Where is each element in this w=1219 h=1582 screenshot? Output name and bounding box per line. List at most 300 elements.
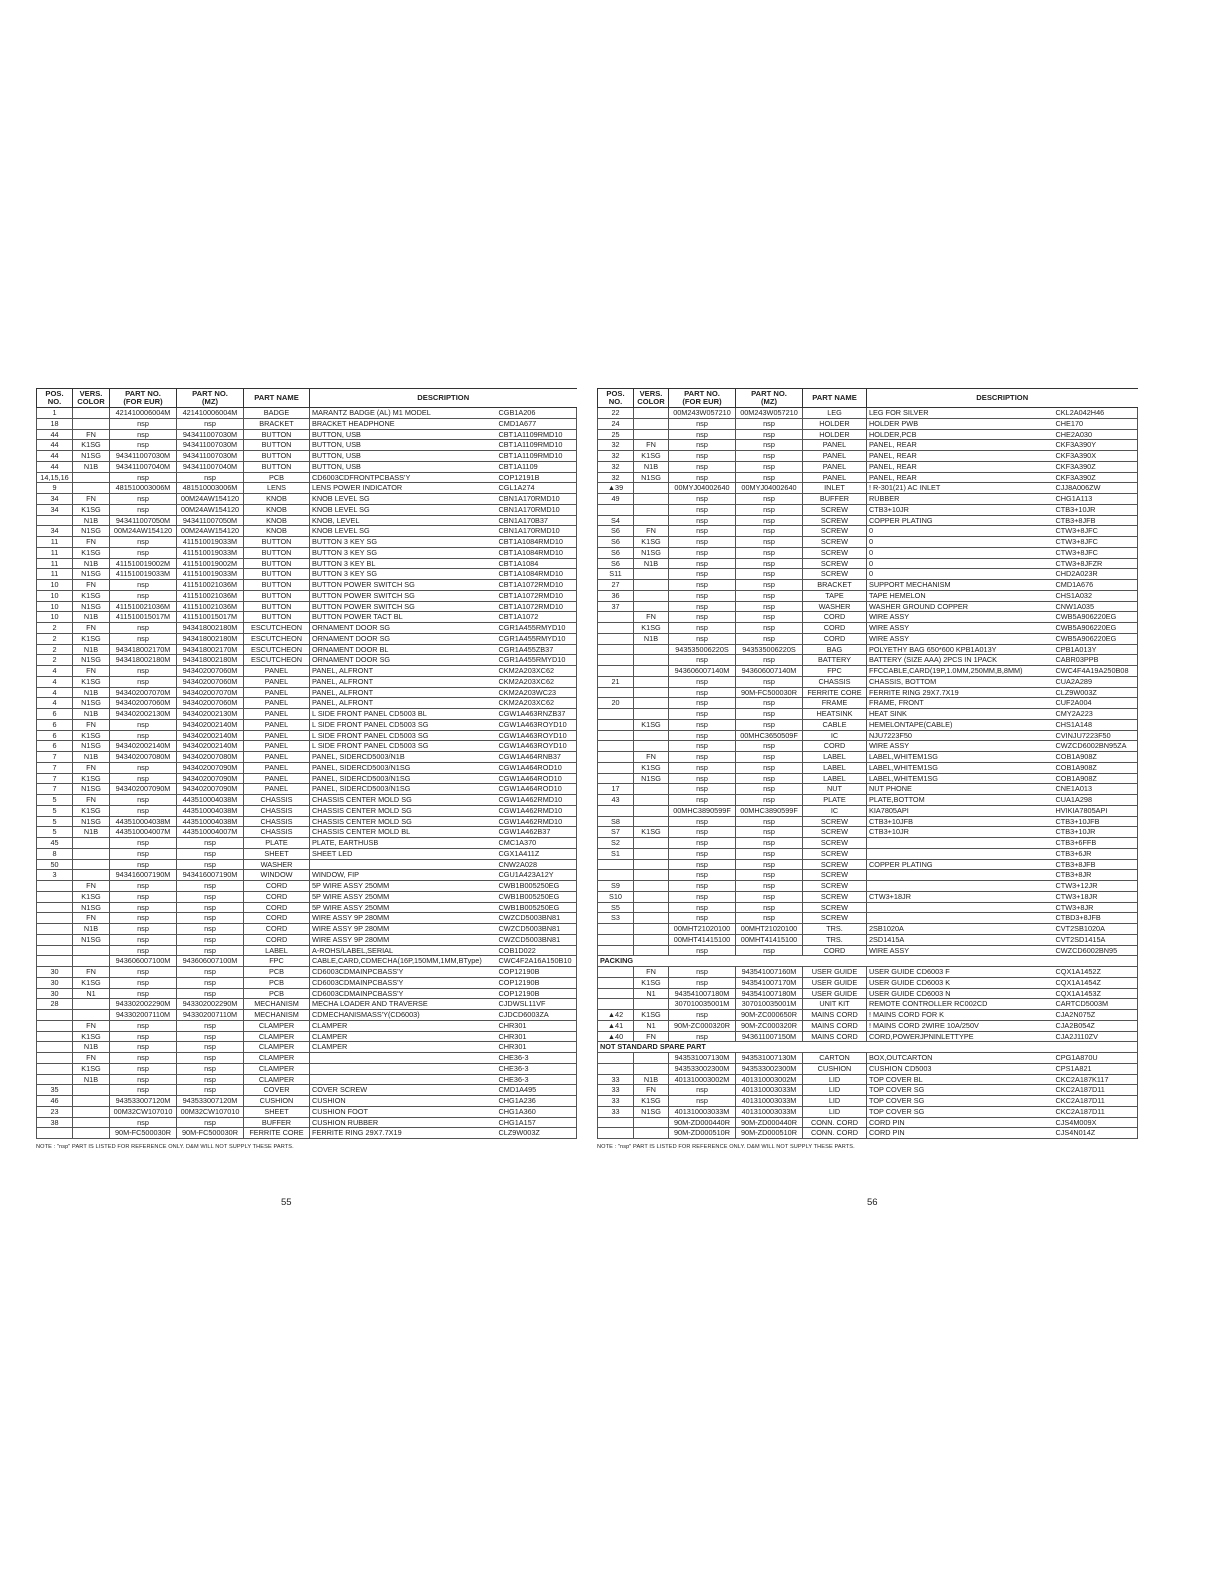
cell-part-no-eur: 90M-ZC000320R bbox=[669, 1020, 736, 1031]
header-part-no-mz: PART NO. (MZ) bbox=[736, 389, 803, 408]
cell-part-code: CJS4N014Z bbox=[1054, 1128, 1138, 1139]
cell-part-code: CUA2A289 bbox=[1054, 676, 1138, 687]
cell-part-code: CTB3+6JR bbox=[1054, 848, 1138, 859]
table-row bbox=[598, 1010, 1138, 1021]
cell-part-no-eur: nsp bbox=[669, 698, 736, 709]
cell-description: LABEL,WHITEM1SG bbox=[867, 752, 1054, 763]
table-row bbox=[598, 805, 1138, 816]
cell-pos-no bbox=[598, 967, 634, 978]
cell-part-code: CNW2A028 bbox=[497, 859, 577, 870]
table-row bbox=[598, 752, 1138, 763]
cell-part-code: CTBD3+8JFB bbox=[1054, 913, 1138, 924]
cell-part-code: CWZCD5003BN81 bbox=[497, 924, 577, 935]
cell-part-code: COP12190B bbox=[497, 988, 577, 999]
cell-part-code: CBT1A1072RMD10 bbox=[497, 590, 577, 601]
cell-part-name: LABEL bbox=[244, 945, 310, 956]
table-row bbox=[37, 752, 577, 763]
cell-part-no-mz: nsp bbox=[177, 1117, 244, 1128]
cell-description: HOLDER PWB bbox=[867, 418, 1054, 429]
cell-vers-color: N1B bbox=[73, 515, 110, 526]
cell-part-name: SCREW bbox=[803, 569, 867, 580]
table-row bbox=[598, 494, 1138, 505]
cell-description: CTB3+10JR bbox=[867, 827, 1054, 838]
table-row bbox=[598, 526, 1138, 537]
cell-pos-no bbox=[37, 1063, 73, 1074]
cell-vers-color bbox=[634, 698, 669, 709]
table-row bbox=[37, 1117, 577, 1128]
cell-part-no-mz: 943411007030M bbox=[177, 429, 244, 440]
cell-part-code: CJA2N075Z bbox=[1054, 1010, 1138, 1021]
cell-vers-color: K1SG bbox=[73, 891, 110, 902]
cell-part-code: CHG1A360 bbox=[497, 1106, 577, 1117]
section-heading: PACKING bbox=[598, 956, 1138, 967]
cell-part-no-eur: nsp bbox=[669, 902, 736, 913]
table-row bbox=[598, 827, 1138, 838]
cell-description bbox=[310, 1063, 497, 1074]
cell-vers-color bbox=[73, 859, 110, 870]
table-row bbox=[37, 526, 577, 537]
cell-pos-no bbox=[37, 1031, 73, 1042]
cell-vers-color bbox=[73, 838, 110, 849]
cell-part-code: CKL2A042H46 bbox=[1054, 408, 1138, 419]
cell-pos-no: 3 bbox=[37, 870, 73, 881]
table-row bbox=[37, 1128, 577, 1139]
table-row bbox=[598, 547, 1138, 558]
cell-part-name: LABEL bbox=[803, 752, 867, 763]
cell-part-no-mz: 943402007060M bbox=[177, 676, 244, 687]
cell-vers-color: FN bbox=[634, 526, 669, 537]
cell-part-no-eur: nsp bbox=[669, 870, 736, 881]
cell-part-code: CTB3+10JR bbox=[1054, 504, 1138, 515]
cell-description: PANEL, ALFRONT bbox=[310, 666, 497, 677]
cell-vers-color bbox=[634, 1128, 669, 1139]
cell-pos-no: 32 bbox=[598, 451, 634, 462]
cell-part-no-mz: 943533007120M bbox=[177, 1096, 244, 1107]
cell-part-name: SCREW bbox=[803, 891, 867, 902]
cell-part-no-eur: 00MYJ04002640 bbox=[669, 483, 736, 494]
table-row bbox=[598, 666, 1138, 677]
cell-pos-no: 28 bbox=[37, 999, 73, 1010]
cell-description: CLAMPER bbox=[310, 1042, 497, 1053]
cell-description: RUBBER bbox=[867, 494, 1054, 505]
cell-part-no-mz: 411510015017M bbox=[177, 612, 244, 623]
cell-part-no-eur: nsp bbox=[110, 580, 177, 591]
cell-part-name: BRACKET bbox=[244, 418, 310, 429]
cell-part-name: USER GUIDE bbox=[803, 967, 867, 978]
cell-part-no-mz: 943418002180M bbox=[177, 623, 244, 634]
cell-part-name: CORD bbox=[803, 945, 867, 956]
cell-description bbox=[867, 902, 1054, 913]
cell-part-no-mz: nsp bbox=[736, 709, 803, 720]
table-row bbox=[37, 1020, 577, 1031]
cell-pos-no: 2 bbox=[37, 633, 73, 644]
cell-vers-color bbox=[634, 418, 669, 429]
cell-part-no-eur: nsp bbox=[110, 848, 177, 859]
cell-part-no-mz: 943411007030M bbox=[177, 451, 244, 462]
table-row bbox=[598, 709, 1138, 720]
cell-part-name: CONN. CORD bbox=[803, 1117, 867, 1128]
cell-description: USER GUIDE CD6003 F bbox=[867, 967, 1054, 978]
cell-pos-no: 4 bbox=[37, 666, 73, 677]
cell-part-code: CTW3+8JR bbox=[1054, 902, 1138, 913]
table-row bbox=[37, 827, 577, 838]
cell-part-no-eur: 00M32CW107010 bbox=[110, 1106, 177, 1117]
cell-part-no-mz: nsp bbox=[177, 967, 244, 978]
cell-pos-no bbox=[598, 504, 634, 515]
cell-part-no-eur: nsp bbox=[110, 429, 177, 440]
cell-part-name: PLATE bbox=[244, 838, 310, 849]
cell-part-name: CORD bbox=[803, 741, 867, 752]
cell-description: BUTTON 3 KEY SG bbox=[310, 547, 497, 558]
cell-vers-color: N1B bbox=[73, 827, 110, 838]
cell-pos-no: 22 bbox=[598, 408, 634, 419]
cell-part-no-eur: nsp bbox=[110, 1053, 177, 1064]
cell-pos-no bbox=[37, 902, 73, 913]
table-row bbox=[37, 1053, 577, 1064]
cell-vers-color bbox=[634, 741, 669, 752]
cell-part-no-eur: 943402007070M bbox=[110, 687, 177, 698]
table-row bbox=[598, 440, 1138, 451]
cell-part-no-mz: 943606007140M bbox=[736, 666, 803, 677]
cell-pos-no bbox=[598, 612, 634, 623]
cell-part-no-mz: 943402007060M bbox=[177, 666, 244, 677]
cell-part-code: CHE36-3 bbox=[497, 1063, 577, 1074]
cell-pos-no: 20 bbox=[598, 698, 634, 709]
cell-pos-no: 10 bbox=[37, 601, 73, 612]
cell-part-no-mz: nsp bbox=[736, 461, 803, 472]
cell-description: PANEL, REAR bbox=[867, 451, 1054, 462]
cell-vers-color bbox=[634, 816, 669, 827]
cell-vers-color bbox=[634, 795, 669, 806]
cell-pos-no: 33 bbox=[598, 1085, 634, 1096]
cell-description: BRACKET HEADPHONE bbox=[310, 418, 497, 429]
table-row bbox=[37, 1096, 577, 1107]
cell-part-no-mz: 443510004038M bbox=[177, 795, 244, 806]
cell-description: ORNAMENT DOOR BL bbox=[310, 644, 497, 655]
cell-pos-no bbox=[598, 859, 634, 870]
page-number-right: 56 bbox=[867, 1197, 878, 1208]
cell-part-name: IC bbox=[803, 730, 867, 741]
cell-part-code: CWZCD5003BN81 bbox=[497, 913, 577, 924]
cell-part-code: COB1D022 bbox=[497, 945, 577, 956]
cell-part-no-mz: nsp bbox=[177, 1031, 244, 1042]
cell-part-name: CLAMPER bbox=[244, 1020, 310, 1031]
cell-pos-no: 7 bbox=[37, 773, 73, 784]
cell-part-code: CUA1A298 bbox=[1054, 795, 1138, 806]
table-row bbox=[37, 429, 577, 440]
cell-pos-no: 10 bbox=[37, 590, 73, 601]
table-row bbox=[598, 1085, 1138, 1096]
cell-part-code: CBT1A1084RMD10 bbox=[497, 547, 577, 558]
cell-part-name: CORD bbox=[244, 924, 310, 935]
cell-part-no-mz: nsp bbox=[736, 859, 803, 870]
parts-table-left bbox=[36, 388, 577, 1139]
cell-vers-color: FN bbox=[73, 762, 110, 773]
cell-part-name: HOLDER bbox=[803, 418, 867, 429]
cell-description: LABEL,WHITEM1SG bbox=[867, 762, 1054, 773]
cell-part-no-eur: 481510003006M bbox=[110, 483, 177, 494]
cell-part-no-eur: nsp bbox=[110, 633, 177, 644]
table-row bbox=[598, 1063, 1138, 1074]
table-row bbox=[37, 558, 577, 569]
parts-table-right bbox=[597, 388, 1138, 1139]
cell-part-no-eur: nsp bbox=[669, 1031, 736, 1042]
table-row bbox=[37, 773, 577, 784]
cell-part-code: CJJ8A006ZW bbox=[1054, 483, 1138, 494]
cell-part-name: PANEL bbox=[244, 687, 310, 698]
cell-part-name: CLAMPER bbox=[244, 1042, 310, 1053]
cell-pos-no: S2 bbox=[598, 838, 634, 849]
cell-vers-color bbox=[634, 934, 669, 945]
cell-description: HEMELONTAPE(CABLE) bbox=[867, 719, 1054, 730]
cell-part-code: CNW1A035 bbox=[1054, 601, 1138, 612]
cell-vers-color bbox=[73, 408, 110, 419]
cell-part-code: CGW1A462RMD10 bbox=[497, 795, 577, 806]
table-row bbox=[598, 461, 1138, 472]
cell-pos-no: S6 bbox=[598, 547, 634, 558]
cell-part-name: TRS. bbox=[803, 924, 867, 935]
cell-part-code: CTB3+10JR bbox=[1054, 827, 1138, 838]
cell-part-code: CBT1A1084RMD10 bbox=[497, 537, 577, 548]
cell-pos-no bbox=[37, 891, 73, 902]
cell-part-no-mz: 00M32CW107010 bbox=[177, 1106, 244, 1117]
cell-part-no-eur: nsp bbox=[669, 612, 736, 623]
table-row bbox=[598, 1096, 1138, 1107]
cell-part-no-eur: nsp bbox=[110, 795, 177, 806]
cell-part-code: CMY2A223 bbox=[1054, 709, 1138, 720]
cell-part-code: CPB1A013Y bbox=[1054, 644, 1138, 655]
cell-description: TOP COVER SG bbox=[867, 1085, 1054, 1096]
header-pos-no: POS. NO. bbox=[37, 389, 73, 408]
cell-pos-no: 14,15,16 bbox=[37, 472, 73, 483]
table-row bbox=[598, 612, 1138, 623]
cell-part-no-eur: nsp bbox=[669, 440, 736, 451]
cell-part-no-mz: nsp bbox=[736, 752, 803, 763]
cell-part-name: BATTERY bbox=[803, 655, 867, 666]
cell-description: WIRE ASSY bbox=[867, 945, 1054, 956]
cell-description: CHASSIS CENTER MOLD BL bbox=[310, 827, 497, 838]
cell-description: PANEL, SIDERCD5003/N1SG bbox=[310, 762, 497, 773]
cell-part-name: SCREW bbox=[803, 515, 867, 526]
cell-part-no-eur: nsp bbox=[110, 504, 177, 515]
cell-part-name: MAINS CORD bbox=[803, 1010, 867, 1021]
cell-pos-no: 24 bbox=[598, 418, 634, 429]
cell-part-no-eur: 943411007040M bbox=[110, 461, 177, 472]
cell-vers-color bbox=[73, 1106, 110, 1117]
cell-vers-color bbox=[634, 580, 669, 591]
cell-part-code: CHE2A030 bbox=[1054, 429, 1138, 440]
cell-part-no-eur: nsp bbox=[110, 1031, 177, 1042]
cell-vers-color bbox=[634, 429, 669, 440]
cell-description: WIRE ASSY bbox=[867, 741, 1054, 752]
cell-part-name: LID bbox=[803, 1074, 867, 1085]
cell-part-no-mz: 90M-ZD000510R bbox=[736, 1128, 803, 1139]
cell-part-no-mz: nsp bbox=[177, 924, 244, 935]
cell-vers-color bbox=[73, 1096, 110, 1107]
cell-part-no-eur: 943606007100M bbox=[110, 956, 177, 967]
table-row bbox=[598, 537, 1138, 548]
table-row bbox=[598, 945, 1138, 956]
cell-part-code: CBN1A170B37 bbox=[497, 515, 577, 526]
cell-part-no-mz: nsp bbox=[736, 784, 803, 795]
cell-part-no-eur: nsp bbox=[669, 945, 736, 956]
table-row bbox=[37, 1031, 577, 1042]
cell-part-name: BRACKET bbox=[803, 580, 867, 591]
cell-part-code: CABR03PPB bbox=[1054, 655, 1138, 666]
cell-description: BUTTON, USB bbox=[310, 451, 497, 462]
cell-part-no-mz: 943418002180M bbox=[177, 655, 244, 666]
cell-vers-color: N1B bbox=[73, 558, 110, 569]
cell-pos-no: 4 bbox=[37, 676, 73, 687]
cell-part-name: PANEL bbox=[803, 461, 867, 472]
cell-part-name: KNOB bbox=[244, 515, 310, 526]
cell-vers-color: FN bbox=[73, 719, 110, 730]
cell-pos-no: ▲41 bbox=[598, 1020, 634, 1031]
table-row bbox=[598, 1042, 1138, 1053]
table-header-row bbox=[598, 389, 1138, 408]
cell-part-name: UNIT KIT bbox=[803, 999, 867, 1010]
cell-vers-color bbox=[634, 504, 669, 515]
cell-part-no-mz: 443510004038M bbox=[177, 816, 244, 827]
cell-pos-no: 10 bbox=[37, 580, 73, 591]
cell-part-no-eur: nsp bbox=[110, 945, 177, 956]
cell-description: L SIDE FRONT PANEL CD5003 SG bbox=[310, 719, 497, 730]
cell-part-code: CARTCD5003M bbox=[1054, 999, 1138, 1010]
cell-part-name: PANEL bbox=[244, 730, 310, 741]
table-row bbox=[37, 805, 577, 816]
cell-pos-no: 36 bbox=[598, 590, 634, 601]
cell-part-no-eur: 307010035001M bbox=[669, 999, 736, 1010]
cell-part-name: CORD bbox=[244, 881, 310, 892]
cell-vers-color: FN bbox=[73, 1020, 110, 1031]
cell-pos-no bbox=[37, 934, 73, 945]
cell-pos-no: 34 bbox=[37, 494, 73, 505]
cell-description: CTB3+10JFB bbox=[867, 816, 1054, 827]
cell-vers-color: FN bbox=[73, 429, 110, 440]
cell-part-code: CMC1A370 bbox=[497, 838, 577, 849]
cell-vers-color: FN bbox=[73, 1053, 110, 1064]
header-vers-color: VERS. COLOR bbox=[634, 389, 669, 408]
cell-part-code: CGW1A463ROYD10 bbox=[497, 741, 577, 752]
table-row bbox=[598, 676, 1138, 687]
cell-vers-color: N1SG bbox=[73, 698, 110, 709]
cell-part-no-mz: 90M-ZD000440R bbox=[736, 1117, 803, 1128]
table-row bbox=[598, 977, 1138, 988]
cell-part-no-eur: 411510019002M bbox=[110, 558, 177, 569]
cell-description bbox=[867, 848, 1054, 859]
cell-pos-no: 5 bbox=[37, 805, 73, 816]
table-row bbox=[37, 612, 577, 623]
cell-part-name: LEG bbox=[803, 408, 867, 419]
cell-part-no-eur: nsp bbox=[110, 773, 177, 784]
table-row bbox=[598, 795, 1138, 806]
cell-pos-no: 32 bbox=[598, 461, 634, 472]
cell-part-no-mz: 411510019033M bbox=[177, 569, 244, 580]
table-row bbox=[37, 590, 577, 601]
cell-description: L SIDE FRONT PANEL CD5003 BL bbox=[310, 709, 497, 720]
table-row bbox=[37, 945, 577, 956]
cell-part-no-eur: 443510004007M bbox=[110, 827, 177, 838]
table-row bbox=[598, 848, 1138, 859]
cell-description: FERRITE RING 29X7.7X19 bbox=[310, 1128, 497, 1139]
cell-pos-no: 1 bbox=[37, 408, 73, 419]
cell-part-no-mz: 943402002140M bbox=[177, 719, 244, 730]
cell-part-no-eur: 443510004038M bbox=[110, 816, 177, 827]
cell-part-code: CGW1A462RMD10 bbox=[497, 816, 577, 827]
cell-part-code: COP12190B bbox=[497, 967, 577, 978]
table-row bbox=[37, 924, 577, 935]
cell-part-name: SHEET bbox=[244, 1106, 310, 1117]
cell-vers-color: K1SG bbox=[73, 977, 110, 988]
cell-description: BUTTON POWER SWITCH SG bbox=[310, 580, 497, 591]
cell-vers-color: K1SG bbox=[73, 773, 110, 784]
cell-description: L SIDE FRONT PANEL CD5003 SG bbox=[310, 730, 497, 741]
cell-vers-color: K1SG bbox=[73, 805, 110, 816]
cell-pos-no: 25 bbox=[598, 429, 634, 440]
cell-part-no-mz: nsp bbox=[177, 988, 244, 999]
table-row bbox=[37, 1085, 577, 1096]
cell-description: CLAMPER bbox=[310, 1020, 497, 1031]
table-row bbox=[598, 623, 1138, 634]
cell-vers-color: N1SG bbox=[73, 816, 110, 827]
cell-description: KNOB, LEVEL bbox=[310, 515, 497, 526]
cell-part-code: CLZ9W003Z bbox=[1054, 687, 1138, 698]
cell-part-no-mz: nsp bbox=[736, 451, 803, 462]
cell-vers-color bbox=[634, 999, 669, 1010]
table-row bbox=[37, 687, 577, 698]
cell-part-no-mz: nsp bbox=[736, 762, 803, 773]
cell-description: CUSHION CD5003 bbox=[867, 1063, 1054, 1074]
cell-part-name: SCREW bbox=[803, 816, 867, 827]
cell-description: BUTTON, USB bbox=[310, 429, 497, 440]
cell-part-no-eur: 943302002290M bbox=[110, 999, 177, 1010]
cell-part-code: CNE1A013 bbox=[1054, 784, 1138, 795]
cell-part-no-eur: nsp bbox=[110, 666, 177, 677]
cell-pos-no: 2 bbox=[37, 644, 73, 655]
table-row bbox=[37, 451, 577, 462]
cell-part-no-mz: 943418002180M bbox=[177, 633, 244, 644]
cell-vers-color bbox=[634, 515, 669, 526]
cell-part-name: WASHER bbox=[803, 601, 867, 612]
cell-part-no-mz: 411510021036M bbox=[177, 580, 244, 591]
cell-part-no-mz: nsp bbox=[736, 515, 803, 526]
cell-description: 0 bbox=[867, 558, 1054, 569]
cell-part-no-eur: 421410006004M bbox=[110, 408, 177, 419]
cell-part-no-eur: nsp bbox=[669, 537, 736, 548]
cell-pos-no bbox=[37, 515, 73, 526]
cell-part-no-mz: nsp bbox=[177, 1042, 244, 1053]
cell-part-name: ESCUTCHEON bbox=[244, 623, 310, 634]
cell-part-no-mz: 401310003033M bbox=[736, 1085, 803, 1096]
cell-part-code: CHR301 bbox=[497, 1042, 577, 1053]
cell-part-no-mz: 90M-ZC000320R bbox=[736, 1020, 803, 1031]
cell-part-no-eur: nsp bbox=[669, 773, 736, 784]
cell-part-no-eur: nsp bbox=[669, 590, 736, 601]
cell-part-no-eur: nsp bbox=[110, 418, 177, 429]
cell-part-code: CKC2A187D11 bbox=[1054, 1096, 1138, 1107]
table-row bbox=[37, 623, 577, 634]
table-row bbox=[37, 666, 577, 677]
table-row bbox=[37, 784, 577, 795]
cell-description: CTW3+18JR bbox=[867, 891, 1054, 902]
cell-part-no-mz: 943611007150M bbox=[736, 1031, 803, 1042]
cell-part-name: CORD bbox=[244, 934, 310, 945]
cell-part-name: LID bbox=[803, 1106, 867, 1117]
cell-part-no-eur: nsp bbox=[110, 838, 177, 849]
table-header-row bbox=[37, 389, 577, 408]
cell-part-code: CHR301 bbox=[497, 1020, 577, 1031]
parts-list-page-right bbox=[597, 388, 1137, 1150]
